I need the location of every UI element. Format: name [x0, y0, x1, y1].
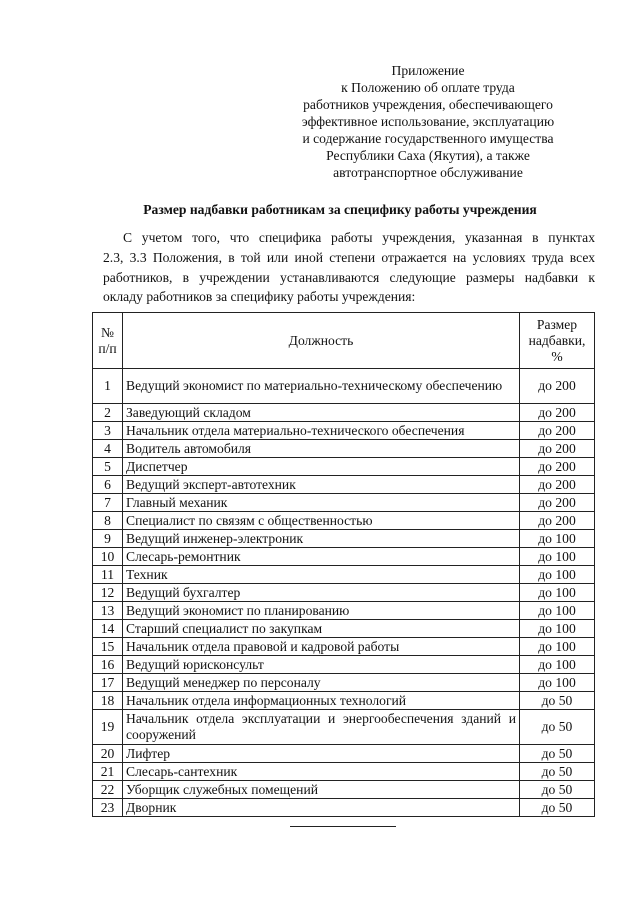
row-number: 16	[93, 656, 123, 674]
row-position: Старший специалист по закупкам	[123, 620, 520, 638]
row-number: 18	[93, 692, 123, 710]
intro-line: окладу работников за специфику работы учреждения:	[103, 289, 416, 305]
header-number	[93, 313, 123, 369]
row-position: Заведующий складом	[123, 404, 520, 422]
table-row	[93, 638, 595, 656]
row-number: 6	[93, 476, 123, 494]
row-allowance: до 100	[520, 620, 595, 638]
row-position: Начальник отдела материально-технического обеспечения	[123, 422, 520, 440]
table-row	[93, 602, 595, 620]
header-allowance	[520, 313, 595, 369]
header-number-line2: п/п	[98, 340, 117, 356]
row-position: Начальник отдела правовой и кадровой работы	[123, 638, 520, 656]
header-number-line1: №	[101, 324, 114, 340]
row-number: 5	[93, 458, 123, 476]
appendix-line: работников учреждения, обеспечивающего	[303, 97, 553, 112]
table-row	[93, 404, 595, 422]
row-allowance: до 50	[520, 745, 595, 763]
row-position: Техник	[123, 566, 520, 584]
row-allowance: до 100	[520, 530, 595, 548]
row-number: 8	[93, 512, 123, 530]
row-allowance: до 100	[520, 656, 595, 674]
table-row	[93, 458, 595, 476]
row-position: Водитель автомобиля	[123, 440, 520, 458]
header-allowance-line3: %	[551, 348, 563, 364]
header-allowance-line2: надбавки,	[528, 332, 586, 348]
table-row	[93, 494, 595, 512]
intro-paragraph	[103, 228, 595, 307]
row-number: 1	[93, 369, 123, 404]
appendix-line: эффективное использование, эксплуатацию	[301, 114, 555, 129]
row-allowance: до 200	[520, 404, 595, 422]
table-row	[93, 710, 595, 745]
table-row	[93, 620, 595, 638]
table-row	[93, 781, 595, 799]
table-row	[93, 745, 595, 763]
row-position: Ведущий инженер-электроник	[123, 530, 520, 548]
row-number: 13	[93, 602, 123, 620]
table-row	[93, 566, 595, 584]
row-number: 2	[93, 404, 123, 422]
row-allowance: до 100	[520, 602, 595, 620]
table-row	[93, 799, 595, 817]
row-position: Ведущий юрисконсульт	[123, 656, 520, 674]
row-position: Слесарь-ремонтник	[123, 548, 520, 566]
row-number: 14	[93, 620, 123, 638]
row-number: 9	[93, 530, 123, 548]
appendix-line: Приложение	[391, 63, 465, 78]
intro-line: работников, в учреждении устанавливаются следующие размеры надбавки к	[103, 269, 595, 285]
table-row	[93, 763, 595, 781]
row-position: Ведущий экономист по материально-техническому обеспечению	[123, 369, 520, 404]
row-position: Уборщик служебных помещений	[123, 781, 520, 799]
row-allowance: до 100	[520, 566, 595, 584]
table-row	[93, 530, 595, 548]
row-number: 15	[93, 638, 123, 656]
row-allowance: до 100	[520, 674, 595, 692]
table-row	[93, 674, 595, 692]
appendix-line: и содержание государственного имущества	[302, 131, 554, 146]
document-title: Размер надбавки работникам за специфику работы учреждения	[143, 202, 537, 217]
table-row	[93, 440, 595, 458]
intro-line: С учетом того, что специфика работы учреждения, указанная в пунктах	[123, 230, 595, 245]
appendix-line: к Положению об оплате труда	[341, 80, 515, 95]
row-allowance: до 200	[520, 476, 595, 494]
header-allowance-line1: Размер	[536, 316, 578, 332]
appendix-line: автотранспортное обслуживание	[333, 165, 523, 180]
row-allowance: до 200	[520, 422, 595, 440]
appendix-line: Республики Саха (Якутия), а также	[326, 148, 530, 163]
row-number: 22	[93, 781, 123, 799]
intro-line: 2.3, 3.3 Положения, в той или иной степени отражается на условиях труда всех	[103, 249, 595, 265]
table-row	[93, 656, 595, 674]
header-position: Должность	[123, 313, 520, 369]
row-position: Ведущий бухгалтер	[123, 584, 520, 602]
row-position: Ведущий эксперт-автотехник	[123, 476, 520, 494]
row-position: Лифтер	[123, 745, 520, 763]
row-allowance: до 200	[520, 440, 595, 458]
row-number: 7	[93, 494, 123, 512]
allowance-table	[92, 312, 595, 817]
row-position: Начальник отдела информационных технологий	[123, 692, 520, 710]
table-row	[93, 369, 595, 404]
row-allowance: до 100	[520, 638, 595, 656]
row-allowance: до 50	[520, 799, 595, 817]
table-row	[93, 422, 595, 440]
row-number: 12	[93, 584, 123, 602]
row-allowance: до 50	[520, 781, 595, 799]
row-allowance: до 200	[520, 369, 595, 404]
row-number: 4	[93, 440, 123, 458]
row-allowance: до 200	[520, 458, 595, 476]
row-allowance: до 50	[520, 710, 595, 745]
row-allowance: до 200	[520, 512, 595, 530]
row-position: Слесарь-сантехник	[123, 763, 520, 781]
row-number: 10	[93, 548, 123, 566]
end-separator-line	[290, 826, 396, 827]
table-row	[93, 584, 595, 602]
table-row	[93, 512, 595, 530]
row-position: Начальник отдела эксплуатации и энергообеспечения зданий и сооружений	[123, 710, 520, 745]
row-number: 23	[93, 799, 123, 817]
row-position: Дворник	[123, 799, 520, 817]
row-number: 21	[93, 763, 123, 781]
row-number: 17	[93, 674, 123, 692]
row-position: Специалист по связям с общественностью	[123, 512, 520, 530]
table-row	[93, 476, 595, 494]
table-row	[93, 548, 595, 566]
row-allowance: до 100	[520, 548, 595, 566]
row-allowance: до 50	[520, 692, 595, 710]
row-position: Ведущий экономист по планированию	[123, 602, 520, 620]
row-number: 19	[93, 710, 123, 745]
row-number: 11	[93, 566, 123, 584]
row-number: 3	[93, 422, 123, 440]
appendix-heading	[268, 62, 588, 181]
row-allowance: до 50	[520, 763, 595, 781]
row-position: Главный механик	[123, 494, 520, 512]
row-allowance: до 100	[520, 584, 595, 602]
row-allowance: до 200	[520, 494, 595, 512]
table-header-row	[93, 313, 595, 369]
row-position: Диспетчер	[123, 458, 520, 476]
table-row	[93, 692, 595, 710]
row-number: 20	[93, 745, 123, 763]
row-position: Ведущий менеджер по персоналу	[123, 674, 520, 692]
